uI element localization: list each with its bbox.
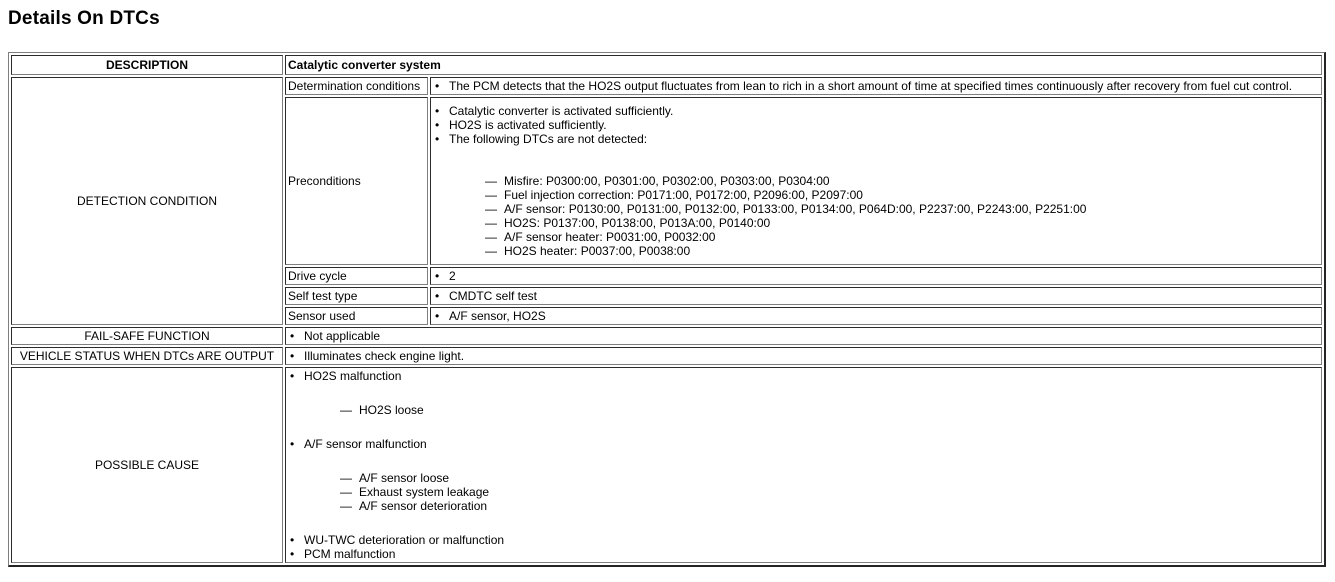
bullet-line <box>433 132 1319 146</box>
fail-safe-row <box>11 327 1322 345</box>
dash-line <box>288 499 1319 513</box>
header-row <box>11 55 1322 75</box>
dash-marker: — <box>340 471 352 485</box>
dash-line <box>433 230 1319 244</box>
self-test-value-cell <box>430 287 1322 305</box>
cause-sub-text: HO2S loose <box>359 403 424 417</box>
bullet-marker: • <box>290 349 295 363</box>
dash-line <box>433 216 1319 230</box>
dtc-details-table <box>8 52 1326 567</box>
excluded-dtc-text: Fuel injection correction: P0171:00, P0172:00, P2096:00, P2097:00 <box>504 188 863 202</box>
bullet-marker: • <box>290 369 295 383</box>
self-test-label-cell: Self test type <box>285 287 428 305</box>
bullet-line <box>433 104 1319 118</box>
vehicle-status-row <box>11 347 1322 365</box>
bullet-line <box>433 309 1319 323</box>
bullet-line <box>288 369 1319 383</box>
bullet-marker: • <box>435 104 440 118</box>
dash-marker: — <box>485 244 497 258</box>
drive-cycle-text: 2 <box>449 269 456 283</box>
vehicle-status-text: Illuminates check engine light. <box>304 349 465 363</box>
excluded-dtc-text: A/F sensor: P0130:00, P0131:00, P0132:00, P0133:00, P0134:00, P064D:00, P2237:00, P2243:00, P2251:00 <box>504 202 1087 216</box>
determination-value-cell <box>430 77 1322 95</box>
bullet-line <box>288 329 1319 343</box>
cause-sub-text: A/F sensor loose <box>359 471 450 485</box>
determination-label-cell: Determination conditions <box>285 77 428 95</box>
possible-cause-row <box>11 367 1322 563</box>
dash-line <box>433 244 1319 258</box>
dash-line <box>288 471 1319 485</box>
bullet-line <box>288 349 1319 363</box>
cause-sub-text: A/F sensor deterioration <box>359 499 488 513</box>
dash-line <box>288 485 1319 499</box>
self-test-text: CMDTC self test <box>449 289 538 303</box>
bullet-marker: • <box>435 309 440 323</box>
dash-line <box>433 202 1319 216</box>
dash-marker: — <box>340 485 352 499</box>
fail-safe-label-cell: FAIL-SAFE FUNCTION <box>11 327 283 345</box>
determination-row <box>11 77 1322 95</box>
possible-cause-value-cell <box>285 367 1322 563</box>
excluded-dtc-text: A/F sensor heater: P0031:00, P0032:00 <box>504 230 716 244</box>
bullet-marker: • <box>435 132 440 146</box>
precondition-text: HO2S is activated sufficiently. <box>449 118 607 132</box>
sensor-used-label-cell: Sensor used <box>285 307 428 325</box>
fail-safe-text: Not applicable <box>304 329 381 343</box>
detection-condition-cell: DETECTION CONDITION <box>11 77 283 325</box>
dash-line <box>433 174 1319 188</box>
excluded-dtc-text: Misfire: P0300:00, P0301:00, P0302:00, P0303:00, P0304:00 <box>504 174 830 188</box>
cause-text: PCM malfunction <box>304 547 396 561</box>
excluded-dtc-text: HO2S: P0137:00, P0138:00, P013A:00, P0140:00 <box>504 216 771 230</box>
bullet-line <box>288 437 1319 451</box>
cause-text: HO2S malfunction <box>304 369 402 383</box>
preconditions-label-cell: Preconditions <box>285 97 428 265</box>
cause-sub-text: Exhaust system leakage <box>359 485 490 499</box>
dash-marker: — <box>340 403 352 417</box>
bullet-marker: • <box>435 79 440 93</box>
dash-marker: — <box>485 174 497 188</box>
dash-marker: — <box>485 188 497 202</box>
drive-cycle-value-cell <box>430 267 1322 285</box>
bullet-line <box>288 533 1319 547</box>
excluded-dtc-text: HO2S heater: P0037:00, P0038:00 <box>504 244 691 258</box>
vehicle-status-value-cell <box>285 347 1322 365</box>
system-header-cell: Catalytic converter system <box>285 55 1322 75</box>
dash-marker: — <box>485 216 497 230</box>
cause-text: WU-TWC deterioration or malfunction <box>304 533 505 547</box>
bullet-line <box>433 79 1319 93</box>
bullet-marker: • <box>435 289 440 303</box>
cause-text: A/F sensor malfunction <box>304 437 427 451</box>
bullet-line <box>433 118 1319 132</box>
bullet-line <box>433 289 1319 303</box>
precondition-text: The following DTCs are not detected: <box>449 132 648 146</box>
sensor-used-value-cell <box>430 307 1322 325</box>
bullet-marker: • <box>290 533 295 547</box>
possible-cause-label-cell: POSSIBLE CAUSE <box>11 367 283 563</box>
dash-marker: — <box>485 230 497 244</box>
bullet-marker: • <box>435 118 440 132</box>
preconditions-value-cell <box>430 97 1322 265</box>
bullet-marker: • <box>290 437 295 451</box>
bullet-line <box>288 547 1319 561</box>
determination-text: The PCM detects that the HO2S output fluctuates from lean to rich in a short amount of time at specified times continuously after recovery from fuel cut control. <box>449 79 1293 93</box>
dash-marker: — <box>340 499 352 513</box>
page-title: Details On DTCs <box>8 8 160 29</box>
precondition-text: Catalytic converter is activated sufficiently. <box>449 104 674 118</box>
dash-marker: — <box>485 202 497 216</box>
drive-cycle-label-cell: Drive cycle <box>285 267 428 285</box>
vehicle-status-label-cell: VEHICLE STATUS WHEN DTCs ARE OUTPUT <box>11 347 283 365</box>
cause-sub-list <box>288 471 1319 513</box>
bullet-line <box>433 269 1319 283</box>
bullet-marker: • <box>290 329 295 343</box>
dash-line <box>433 188 1319 202</box>
bullet-marker: • <box>290 547 295 561</box>
dash-line <box>288 403 1319 417</box>
description-header-cell: DESCRIPTION <box>11 55 283 75</box>
bullet-marker: • <box>435 269 440 283</box>
fail-safe-value-cell <box>285 327 1322 345</box>
excluded-dtc-list <box>433 174 1319 258</box>
sensor-used-text: A/F sensor, HO2S <box>449 309 546 323</box>
